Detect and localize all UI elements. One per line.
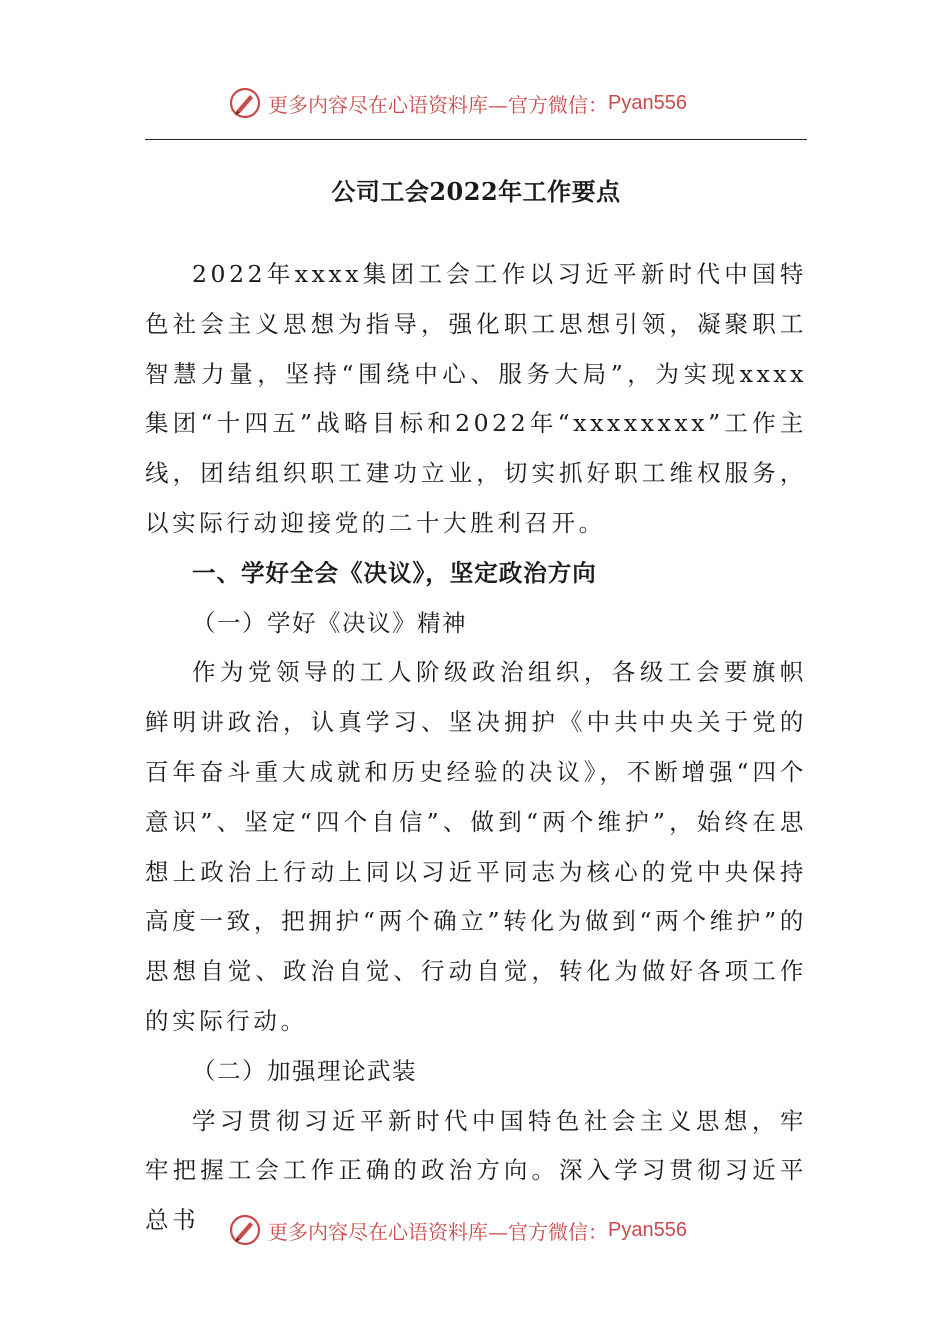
subsection-heading: （二）加强理论武装 [192,1056,417,1085]
watermark-banner-top [228,85,748,121]
paragraph: 学习贯彻习近平新时代中国特色社会主义思想，牢牢把握工会工作正确的政治方向。深入学习贯彻习近平总书 [145,1106,807,1235]
document-body [145,250,807,1246]
document-title: 公司工会2022年工作要点 [331,177,621,206]
watermark-banner-bottom [228,1212,748,1248]
header-rule [145,139,807,140]
pen-logo-icon [228,1213,262,1247]
watermark-wechat-id: Pyan556 [608,91,687,114]
pen-logo-icon [228,86,262,120]
intro-paragraph: 2022年xxxx集团工会工作以习近平新时代中国特色社会主义思想为指导，强化职工思想引领，凝聚职工智慧力量，坚持“围绕中心、服务大局”，为实现xxxx集团“十四五”战略目标和2022年“xxxxxxxx”工作主线，团结组织职工建功立业，切实抓好职工维权服务，以实际行动迎接党的二十大胜利召开。 [145,260,807,537]
paragraph: 作为党领导的工人阶级政治组织，各级工会要旗帜鲜明讲政治，认真学习、坚决拥护《中共中央关于党的百年奋斗重大成就和历史经验的决议》，不断增强“四个意识”、坚定“四个自信”、做到“两个维护”，始终在思想上政治上行动上同以习近平同志为核心的党中央保持高度一致，把拥护“两个确立”转化为做到“两个维护”的思想自觉、政治自觉、行动自觉，转化为做好各项工作的实际行动。 [145,658,807,1035]
subsection-heading: （一）学好《决议》精神 [192,608,467,637]
watermark-wechat-id: Pyan556 [608,1218,687,1241]
watermark-text: 更多内容尽在心语资料库—官方微信： [268,92,608,117]
watermark-text: 更多内容尽在心语资料库—官方微信： [268,1219,608,1244]
section-heading: 一、学好全会《决议》，坚定政治方向 [192,558,597,587]
